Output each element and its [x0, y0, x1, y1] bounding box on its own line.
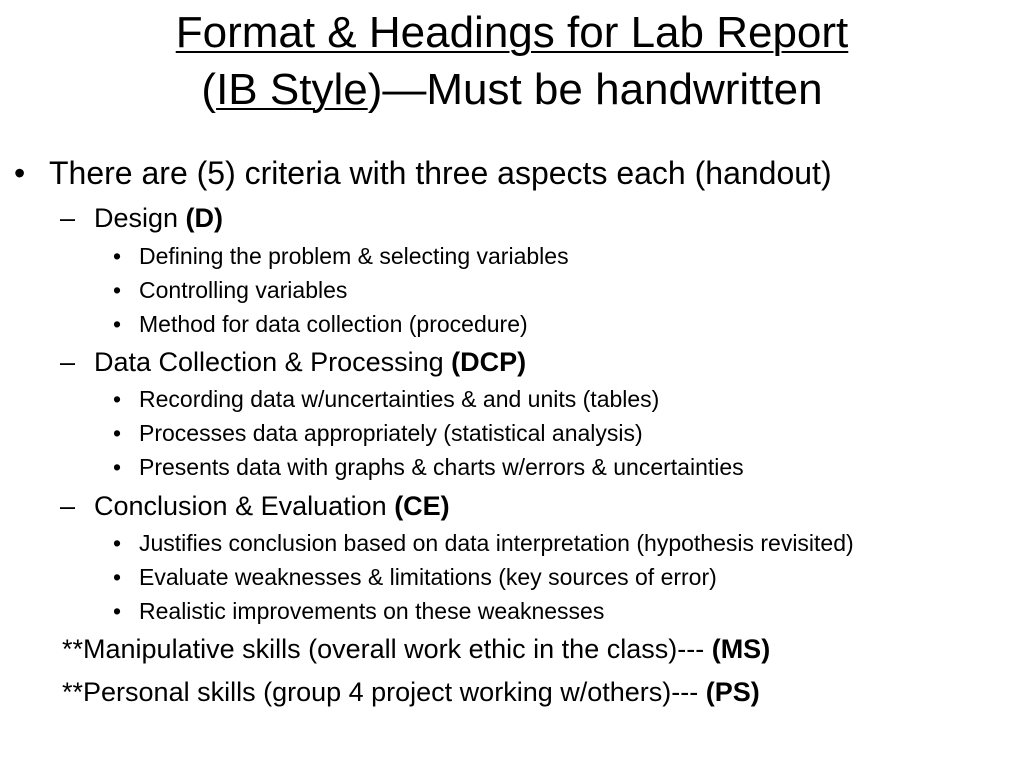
- list-item-text: Controlling variables: [139, 277, 348, 303]
- bullet-icon: •: [113, 420, 122, 446]
- note-manipulative-skills: [62, 632, 770, 666]
- dash-icon: –: [60, 203, 76, 233]
- list-item: [113, 309, 528, 339]
- title-main-text: Format & Headings for Lab Report: [175, 8, 849, 57]
- list-item-text: Recording data w/uncertainties & and units (tables): [139, 386, 660, 412]
- section-code: (D): [185, 203, 224, 233]
- section-label: Design: [94, 203, 186, 233]
- bullet-icon: •: [113, 530, 122, 556]
- list-item: [113, 418, 643, 448]
- section-label: Conclusion & Evaluation: [94, 491, 395, 521]
- bullet-icon: •: [113, 243, 122, 269]
- note-text: **Personal skills (group 4 project working w/others)---: [62, 677, 706, 707]
- section-label: Data Collection & Processing: [94, 347, 452, 377]
- list-item-text: Method for data collection (procedure): [139, 311, 528, 337]
- dash-icon: –: [60, 491, 76, 521]
- list-item: [113, 562, 717, 592]
- bullet-icon: •: [113, 454, 122, 480]
- list-item: [113, 241, 569, 271]
- list-item: [113, 528, 854, 558]
- section-code: (DCP): [451, 347, 527, 377]
- bullet-icon: •: [113, 311, 122, 337]
- bullet-icon: •: [113, 564, 122, 590]
- section-dcp: [60, 345, 526, 379]
- list-item: [113, 596, 604, 626]
- note-code: (PS): [705, 677, 760, 707]
- list-item-text: Evaluate weaknesses & limitations (key sources of error): [139, 564, 717, 590]
- list-item-text: Presents data with graphs & charts w/errors & uncertainties: [139, 454, 744, 480]
- list-item: [113, 452, 744, 482]
- note-code: (MS): [711, 634, 771, 664]
- title-open-paren: (: [201, 65, 217, 114]
- list-item-text: Justifies conclusion based on data interpretation (hypothesis revisited): [139, 530, 854, 556]
- list-item: [113, 384, 659, 414]
- ib-style-link[interactable]: IB Style: [216, 65, 368, 114]
- bullet-icon: •: [113, 386, 122, 412]
- bullet-icon: •: [113, 598, 122, 624]
- dash-icon: –: [60, 347, 76, 377]
- list-item-text: Realistic improvements on these weaknesses: [139, 598, 605, 624]
- intro-text: There are (5) criteria with three aspects each (handout): [49, 155, 832, 191]
- note-personal-skills: [62, 675, 760, 709]
- bullet-icon: •: [14, 155, 26, 191]
- bullet-icon: •: [113, 277, 122, 303]
- list-item-text: Processes data appropriately (statistical analysis): [139, 420, 643, 446]
- title-subtitle: )—Must be handwritten: [367, 65, 823, 114]
- intro-bullet-item: [14, 153, 832, 193]
- note-text: **Manipulative skills (overall work ethic in the class)---: [62, 634, 712, 664]
- section-code: (CE): [394, 491, 450, 521]
- section-ce: [60, 489, 450, 523]
- list-item-text: Defining the problem & selecting variables: [139, 243, 569, 269]
- list-item: [113, 275, 347, 305]
- section-design: [60, 201, 223, 235]
